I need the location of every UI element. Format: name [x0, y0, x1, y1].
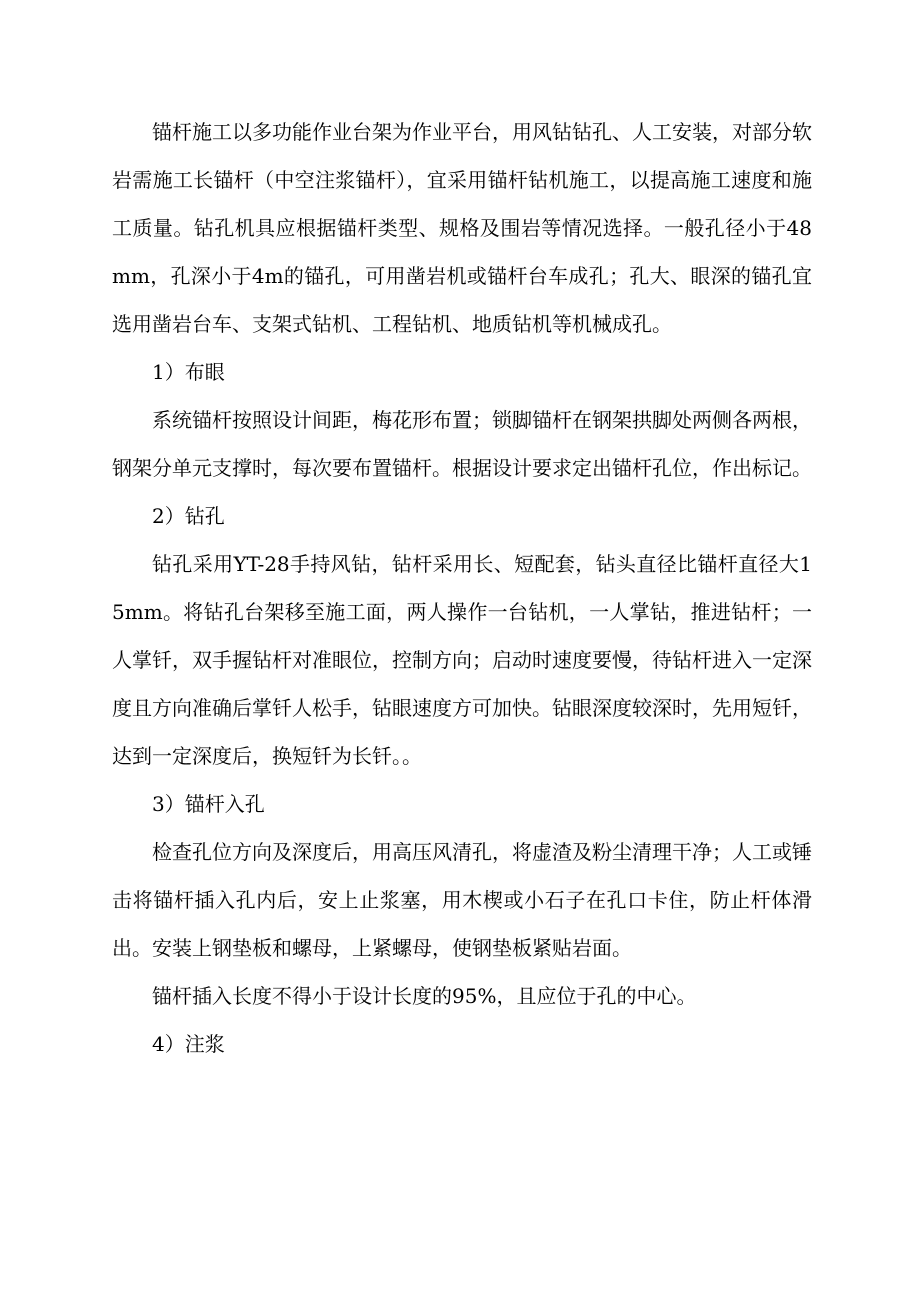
- document-body: [112, 108, 812, 1068]
- paragraph-drilling: 钻孔采用YT-28手持风钻，钻杆采用长、短配套，钻头直径比锚杆直径大15mm。将钻孔台架移至施工面，两人操作一台钻机，一人掌钻，推进钻杆；一人掌钎，双手握钻杆对准眼位，控制方向；启动时速度要慢，待钻杆进入一定深度且方向准确后掌钎人松手，钻眼速度方可加快。钻眼深度较深时，先用短钎，达到一定深度后，换短钎为长钎。。: [112, 552, 812, 768]
- paragraph-bolt-insertion: 检查孔位方向及深度后，用高压风清孔，将虚渣及粉尘清理干净；人工或锤击将锚杆插入孔内后，安上止浆塞，用木楔或小石子在孔口卡住，防止杆体滑出。安装上钢垫板和螺母，上紧螺母，使钢垫板紧贴岩面。: [112, 840, 812, 960]
- paragraph-intro: 锚杆施工以多功能作业台架为作业平台，用风钻钻孔、人工安装，对部分软岩需施工长锚杆（中空注浆锚杆），宜采用锚杆钻机施工，以提高施工速度和施工质量。钻孔机具应根据锚杆类型、规格及围岩等情况选择。一般孔径小于48mm，孔深小于4m的锚孔，可用凿岩机或锚杆台车成孔；孔大、眼深的锚孔宜选用凿岩台车、支架式钻机、工程钻机、地质钻机等机械成孔。: [112, 120, 812, 336]
- heading-grouting: 4）注浆: [152, 1032, 225, 1056]
- paragraph-layout-holes: 系统锚杆按照设计间距，梅花形布置；锁脚锚杆在钢架拱脚处两侧各两根，钢架分单元支撑时，每次要布置锚杆。根据设计要求定出锚杆孔位，作出标记。: [112, 408, 812, 480]
- paragraph-insertion-length: 锚杆插入长度不得小于设计长度的95%，且应位于孔的中心。: [152, 984, 697, 1008]
- heading-bolt-insertion: 3）锚杆入孔: [152, 792, 265, 816]
- heading-drilling: 2）钻孔: [152, 504, 225, 528]
- heading-layout-holes: 1）布眼: [152, 360, 225, 384]
